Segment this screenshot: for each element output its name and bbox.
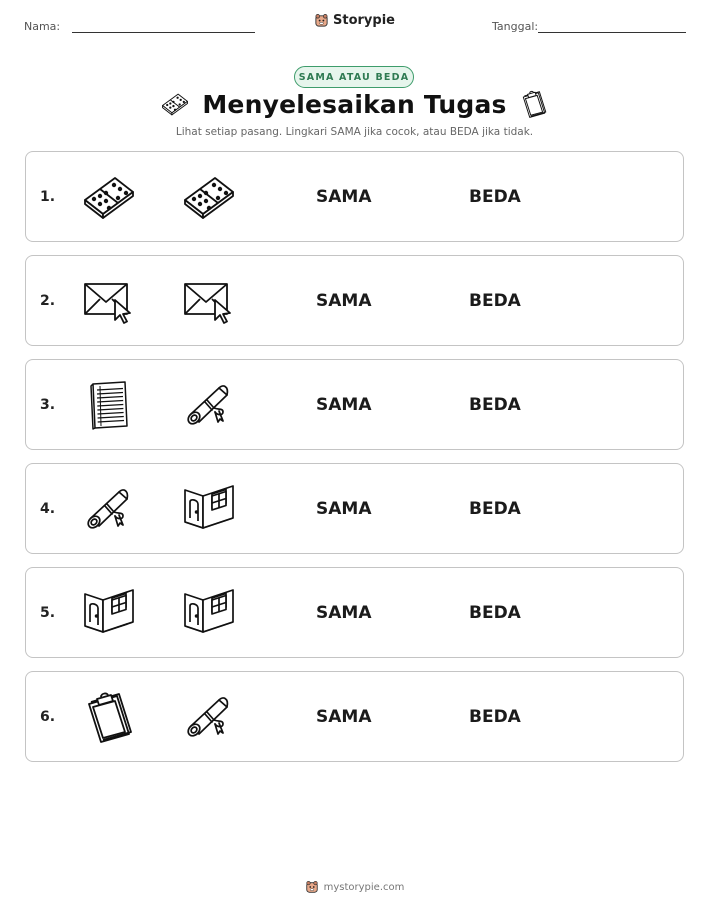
row-number: 3. xyxy=(40,396,56,413)
row-number: 4. xyxy=(40,500,56,517)
row-number: 6. xyxy=(40,708,56,725)
footer-url: mystorypie.com xyxy=(323,881,405,893)
brand xyxy=(0,13,709,28)
brand-name: Storypie xyxy=(333,13,395,28)
exercise-row xyxy=(25,567,684,658)
clipboard-icon xyxy=(81,690,137,744)
row-number: 2. xyxy=(40,292,56,309)
date-label: Tanggal: xyxy=(492,20,539,33)
different-option[interactable]: BEDA xyxy=(469,394,521,415)
diploma-icon xyxy=(181,690,237,744)
same-option[interactable]: SAMA xyxy=(316,394,372,415)
clipboard-icon xyxy=(519,89,549,119)
email-click-icon xyxy=(181,274,237,328)
different-option[interactable]: BEDA xyxy=(469,602,521,623)
exercise-row xyxy=(25,359,684,450)
exercise-row xyxy=(25,255,684,346)
domino-icon xyxy=(81,170,137,224)
same-option[interactable]: SAMA xyxy=(316,186,372,207)
room-icon xyxy=(181,586,237,640)
diploma-icon xyxy=(181,378,237,432)
brand-logo-icon xyxy=(314,13,329,28)
domino-icon xyxy=(160,90,190,118)
room-icon xyxy=(81,586,137,640)
different-option[interactable]: BEDA xyxy=(469,498,521,519)
category-badge: SAMA ATAU BEDA xyxy=(294,66,414,88)
title-block xyxy=(0,89,709,119)
different-option[interactable]: BEDA xyxy=(469,186,521,207)
same-option[interactable]: SAMA xyxy=(316,706,372,727)
date-field-line[interactable] xyxy=(538,32,686,33)
exercise-row xyxy=(25,151,684,242)
same-option[interactable]: SAMA xyxy=(316,602,372,623)
footer-logo-icon xyxy=(305,880,319,894)
row-number: 5. xyxy=(40,604,56,621)
exercise-row xyxy=(25,463,684,554)
same-option[interactable]: SAMA xyxy=(316,498,372,519)
same-option[interactable]: SAMA xyxy=(316,290,372,311)
domino-icon xyxy=(181,170,237,224)
row-number: 1. xyxy=(40,188,56,205)
notepad-icon xyxy=(81,378,137,432)
name-label: Nama: xyxy=(24,20,61,33)
email-click-icon xyxy=(81,274,137,328)
room-icon xyxy=(181,482,237,536)
exercise-row xyxy=(25,671,684,762)
name-field-line[interactable] xyxy=(72,32,255,33)
different-option[interactable]: BEDA xyxy=(469,706,521,727)
instructions: Lihat setiap pasang. Lingkari SAMA jika cocok, atau BEDA jika tidak. xyxy=(175,126,534,138)
footer xyxy=(0,880,709,894)
different-option[interactable]: BEDA xyxy=(469,290,521,311)
diploma-icon xyxy=(81,482,137,536)
page-title: Menyelesaikan Tugas xyxy=(202,89,507,119)
